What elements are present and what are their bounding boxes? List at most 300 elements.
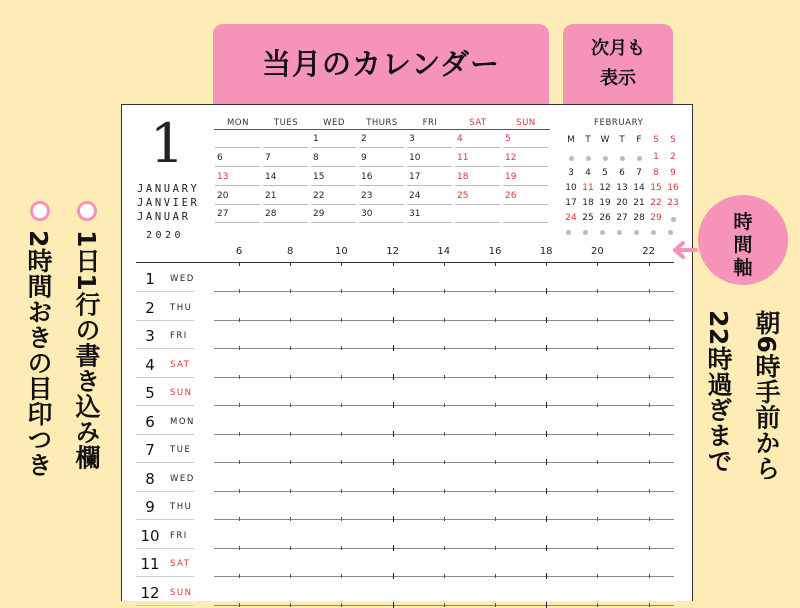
next-calendar-day: 23 [667, 198, 679, 208]
calendar-day: 19 [505, 172, 517, 182]
time-axis-tick [341, 262, 342, 266]
hour-tick [393, 288, 394, 294]
hour-tick [597, 574, 598, 578]
calendar-cell-rule [503, 204, 548, 205]
next-weekday-header: F [636, 135, 642, 145]
hour-tick [444, 460, 445, 464]
current-month-tab-label: 当月のカレンダー [261, 47, 501, 81]
next-calendar-day: 5 [602, 168, 608, 178]
calendar-cell-rule [215, 222, 260, 223]
calendar-cell-rule [455, 185, 500, 186]
empty-day-dot [586, 156, 591, 161]
hour-tick [444, 603, 445, 607]
day-label-rule [136, 320, 194, 321]
time-axis-tick [546, 262, 547, 266]
hour-tick [546, 431, 547, 437]
calendar-cell-rule [215, 147, 260, 148]
calendar-day: 31 [409, 209, 421, 219]
hour-tick [597, 432, 598, 436]
calendar-cell-rule [503, 166, 548, 167]
hour-tick [597, 346, 598, 350]
calendar-day: 4 [457, 134, 463, 144]
calendar-day: 14 [265, 172, 277, 182]
hour-tick [546, 374, 547, 380]
hour-tick [393, 374, 394, 380]
hour-tick [444, 375, 445, 379]
calendar-day: 2 [361, 134, 367, 144]
day-number: 12 [140, 583, 160, 602]
calendar-cell-rule [311, 166, 356, 167]
next-month-tab-line1: 次月も [591, 38, 645, 59]
next-calendar-day: 26 [599, 213, 611, 223]
next-calendar-day: 22 [650, 198, 662, 208]
hour-tick [546, 545, 547, 551]
hour-tick [597, 603, 598, 607]
hour-tick [239, 346, 240, 350]
calendar-cell-rule [215, 185, 260, 186]
calendar-cell-rule [263, 147, 308, 148]
hour-tick [239, 432, 240, 436]
calendar-day: 26 [505, 191, 517, 201]
calendar-cell-rule [215, 166, 260, 167]
day-number: 10 [140, 526, 160, 545]
hour-tick [393, 488, 394, 494]
calendar-cell-rule [407, 185, 452, 186]
time-axis-label: 18 [539, 246, 553, 257]
calendar-cell-rule [503, 147, 548, 148]
calendar-cell-rule [407, 166, 452, 167]
time-axis-tick [444, 262, 445, 266]
time-axis-label: 6 [235, 246, 243, 257]
time-axis-tick [495, 262, 496, 266]
time-axis-label: 16 [488, 246, 502, 257]
annotation-daily-line: 1日1行の書き込み欄 [72, 230, 101, 470]
calendar-day: 29 [313, 209, 325, 219]
next-calendar-day: 3 [568, 168, 574, 178]
hour-tick [239, 546, 240, 550]
next-calendar-day: 1 [653, 152, 659, 162]
calendar-day: 27 [217, 209, 229, 219]
hour-tick [290, 546, 291, 550]
next-calendar-day: 2 [670, 152, 676, 162]
bullet-circle [77, 201, 97, 221]
planner-sheet [121, 104, 693, 601]
hour-tick [239, 375, 240, 379]
next-calendar-day: 14 [633, 183, 645, 193]
calendar-day: 6 [217, 153, 223, 163]
hour-tick [649, 460, 650, 464]
day-number: 11 [140, 555, 160, 573]
time-axis-tick [239, 262, 240, 266]
calendar-cell-rule [455, 147, 500, 148]
calendar-cell-rule [359, 166, 404, 167]
hour-tick [290, 289, 291, 293]
day-label-rule [136, 462, 194, 463]
hour-tick [495, 546, 496, 550]
day-name: TUE [170, 445, 192, 455]
calendar-day: 10 [409, 153, 421, 163]
hour-tick [546, 317, 547, 323]
hour-tick [495, 574, 496, 578]
hour-tick [239, 517, 240, 521]
annotation-time-range-start: 朝6時手前から [752, 310, 781, 481]
hour-tick [597, 460, 598, 464]
hour-tick [597, 517, 598, 521]
hour-tick [341, 603, 342, 607]
hour-tick [341, 546, 342, 550]
empty-day-dot [603, 156, 608, 161]
day-label-rule [136, 348, 194, 349]
next-calendar-day: 15 [650, 183, 662, 193]
day-number: 6 [145, 412, 155, 431]
time-axis-label: 12 [386, 246, 399, 257]
calendar-day: 23 [361, 191, 373, 201]
hour-tick [444, 346, 445, 350]
day-number: 9 [145, 498, 155, 516]
hour-tick [393, 402, 394, 408]
calendar-day: 15 [313, 172, 325, 182]
hour-tick [239, 318, 240, 322]
next-calendar-day: 20 [616, 198, 628, 208]
calendar-day: 9 [361, 153, 367, 163]
hour-tick [290, 460, 291, 464]
day-number: 7 [145, 441, 155, 459]
hour-tick [649, 546, 650, 550]
hour-tick [290, 346, 291, 350]
hour-tick [393, 602, 394, 608]
hour-tick [341, 574, 342, 578]
hour-tick [649, 432, 650, 436]
year: 2020 [146, 230, 185, 241]
calendar-cell-rule [407, 147, 452, 148]
hour-tick [444, 489, 445, 493]
calendar-day: 5 [505, 134, 511, 144]
next-calendar-day: 18 [582, 198, 594, 208]
bubble-char-3: 軸 [733, 257, 753, 279]
day-label-rule [136, 491, 194, 492]
calendar-cell-rule [407, 204, 452, 205]
next-calendar-day: 11 [582, 183, 594, 193]
hour-tick [495, 403, 496, 407]
hour-tick [341, 460, 342, 464]
day-number: 8 [145, 469, 155, 488]
next-calendar-day: 7 [636, 168, 642, 178]
calendar-cell-rule [455, 204, 500, 205]
next-calendar-day: 10 [565, 183, 577, 193]
calendar-cell-rule [359, 204, 404, 205]
hour-tick [341, 489, 342, 493]
hour-tick [444, 517, 445, 521]
bubble-char-2: 間 [733, 234, 753, 256]
annotation-two-hour-marks: 2時間おきの目印つき [24, 230, 53, 478]
hour-tick [546, 459, 547, 465]
hour-tick [649, 517, 650, 521]
day-name: SAT [170, 559, 191, 569]
hour-tick [649, 346, 650, 350]
calendar-day: 24 [409, 191, 421, 201]
hour-tick [290, 517, 291, 521]
next-calendar-day: 16 [667, 183, 679, 193]
calendar-header-rule [214, 129, 550, 130]
next-calendar-day: 19 [599, 198, 611, 208]
day-name: THU [170, 502, 193, 512]
hour-tick [546, 516, 547, 522]
hour-tick [546, 402, 547, 408]
hour-tick [597, 403, 598, 407]
calendar-day: 20 [217, 191, 229, 201]
hour-tick [597, 375, 598, 379]
next-month-title: FEBRUARY [594, 118, 644, 128]
hour-tick [341, 517, 342, 521]
hour-tick [239, 603, 240, 607]
calendar-day: 16 [361, 172, 373, 182]
weekday-header: SAT [469, 118, 487, 128]
day-label-rule [136, 377, 194, 378]
calendar-cell-rule [455, 166, 500, 167]
next-calendar-day: 9 [670, 168, 676, 178]
hour-tick [393, 317, 394, 323]
empty-day-dot [671, 217, 676, 222]
day-label-rule [136, 434, 194, 435]
weekday-header: FRI [422, 118, 438, 128]
hour-tick [649, 318, 650, 322]
empty-day-dot [620, 156, 625, 161]
day-name: SUN [170, 587, 193, 598]
arrow-left-icon [670, 240, 700, 260]
calendar-cell-rule [359, 185, 404, 186]
time-axis-label: 14 [437, 246, 451, 257]
calendar-cell-rule [359, 222, 404, 223]
next-weekday-header: T [619, 135, 625, 145]
next-calendar-day: 27 [616, 213, 628, 223]
calendar-cell-rule [407, 222, 452, 223]
hour-tick [290, 603, 291, 607]
hour-tick [393, 345, 394, 351]
hour-tick [239, 489, 240, 493]
hour-tick [597, 546, 598, 550]
hour-tick [546, 602, 547, 608]
time-axis-tick [649, 262, 650, 266]
day-number: 2 [145, 298, 155, 317]
hour-tick [444, 318, 445, 322]
hour-tick [597, 289, 598, 293]
day-label-rule [136, 548, 194, 549]
calendar-day: 1 [313, 134, 319, 144]
hour-tick [495, 517, 496, 521]
next-calendar-day: 8 [653, 168, 659, 178]
next-calendar-day: 29 [650, 213, 662, 223]
calendar-cell-rule [263, 222, 308, 223]
hour-tick [290, 318, 291, 322]
empty-day-dot [583, 230, 588, 235]
day-name: WED [170, 274, 195, 284]
bullet-circle [30, 201, 50, 221]
next-calendar-day: 12 [599, 183, 611, 193]
calendar-cell-rule [311, 147, 356, 148]
day-name: SAT [170, 359, 191, 370]
hour-tick [239, 403, 240, 407]
time-axis-label: 22 [642, 246, 655, 257]
weekday-header: WED [323, 118, 345, 128]
next-calendar-day: 28 [633, 213, 645, 223]
calendar-cell-rule [263, 166, 308, 167]
hour-tick [649, 375, 650, 379]
hour-tick [495, 289, 496, 293]
hour-tick [290, 403, 291, 407]
bubble-char-1: 時 [733, 211, 753, 233]
hour-tick [649, 289, 650, 293]
day-label-rule [136, 519, 194, 520]
empty-day-dot [566, 230, 571, 235]
day-name: SUN [170, 388, 193, 398]
calendar-day: 17 [409, 172, 421, 182]
hour-tick [239, 289, 240, 293]
weekday-header: MON [227, 118, 249, 128]
hour-tick [290, 432, 291, 436]
calendar-day: 30 [361, 209, 373, 219]
hour-tick [341, 318, 342, 322]
next-month-tab-line2: 表示 [600, 68, 636, 89]
day-number: 1 [145, 270, 155, 288]
hour-tick [495, 375, 496, 379]
hour-tick [393, 545, 394, 551]
calendar-day: 7 [265, 153, 271, 163]
time-axis-label: 20 [591, 246, 604, 257]
next-weekday-header: S [653, 135, 659, 145]
empty-day-dot [600, 230, 605, 235]
hour-tick [393, 573, 394, 579]
hour-tick [495, 603, 496, 607]
day-label-rule [136, 405, 194, 406]
time-axis-line [136, 262, 674, 263]
hour-tick [649, 603, 650, 607]
hour-tick [393, 516, 394, 522]
day-label-rule [136, 605, 194, 606]
hour-tick [546, 345, 547, 351]
calendar-cell-rule [215, 204, 260, 205]
hour-tick [290, 375, 291, 379]
day-number: 4 [145, 355, 155, 374]
hour-tick [597, 318, 598, 322]
hour-tick [444, 403, 445, 407]
day-number: 5 [145, 384, 155, 402]
time-axis-tick [393, 262, 394, 266]
next-weekday-header: T [585, 135, 591, 145]
day-number: 3 [145, 327, 155, 345]
current-month-tab [213, 24, 549, 104]
hour-tick [341, 289, 342, 293]
hour-tick [239, 574, 240, 578]
month-name-en: JANUARY [137, 183, 200, 195]
empty-day-dot [569, 156, 574, 161]
month-name-de: JANUAR [137, 211, 191, 223]
time-axis-label: 8 [287, 246, 294, 257]
time-axis-tick [597, 262, 598, 266]
hour-tick [341, 432, 342, 436]
time-axis-tick [290, 262, 291, 266]
calendar-cell-rule [359, 147, 404, 148]
empty-day-dot [637, 156, 642, 161]
calendar-cell-rule [311, 185, 356, 186]
empty-day-dot [668, 230, 673, 235]
annotation-time-range-end: 22時過ぎまで [704, 310, 733, 474]
hour-tick [495, 432, 496, 436]
hour-tick [393, 459, 394, 465]
hour-tick [495, 318, 496, 322]
hour-tick [597, 489, 598, 493]
weekday-header: TUES [273, 118, 299, 128]
next-calendar-day: 13 [616, 183, 628, 193]
calendar-cell-rule [263, 185, 308, 186]
calendar-cell-rule [455, 222, 500, 223]
weekday-header: THURS [366, 118, 398, 128]
day-label-rule [136, 291, 194, 292]
calendar-day: 11 [457, 153, 469, 163]
hour-tick [495, 460, 496, 464]
next-calendar-day: 4 [585, 168, 591, 178]
hour-tick [649, 574, 650, 578]
hour-tick [444, 432, 445, 436]
next-weekday-header: W [600, 135, 610, 145]
hour-tick [444, 546, 445, 550]
next-calendar-day: 17 [565, 198, 577, 208]
hour-tick [341, 375, 342, 379]
calendar-day: 22 [313, 191, 325, 201]
weekday-header: SUN [516, 118, 536, 128]
next-weekday-header: M [567, 135, 575, 145]
hour-tick [546, 488, 547, 494]
calendar-day: 21 [265, 191, 277, 201]
hour-tick [546, 288, 547, 294]
calendar-cell-rule [503, 185, 548, 186]
hour-tick [444, 574, 445, 578]
calendar-cell-rule [263, 204, 308, 205]
hour-tick [341, 403, 342, 407]
hour-tick [546, 573, 547, 579]
next-calendar-day: 24 [565, 213, 577, 223]
time-axis-bubble [698, 195, 788, 285]
hour-tick [239, 460, 240, 464]
hour-tick [444, 289, 445, 293]
calendar-day: 18 [457, 172, 469, 182]
empty-day-dot [651, 230, 656, 235]
calendar-day: 25 [457, 191, 469, 201]
month-number: 1 [150, 112, 185, 175]
hour-tick [341, 346, 342, 350]
next-weekday-header: S [670, 135, 676, 145]
day-name: FRI [170, 530, 188, 541]
hour-tick [393, 431, 394, 437]
day-name: MON [170, 416, 195, 427]
hour-tick [290, 574, 291, 578]
day-name: WED [170, 473, 195, 484]
empty-day-dot [617, 230, 622, 235]
next-calendar-day: 21 [633, 198, 645, 208]
calendar-day: 28 [265, 209, 277, 219]
calendar-cell-rule [311, 204, 356, 205]
month-name-fr: JANVIER [137, 197, 200, 209]
next-calendar-day: 6 [619, 168, 625, 178]
hour-tick [649, 403, 650, 407]
day-name: FRI [170, 331, 188, 341]
next-month-tab [563, 24, 673, 104]
hour-tick [290, 489, 291, 493]
calendar-day: 3 [409, 134, 415, 144]
hour-tick [495, 346, 496, 350]
day-name: THU [170, 302, 193, 313]
empty-day-dot [634, 230, 639, 235]
calendar-day: 8 [313, 153, 319, 163]
